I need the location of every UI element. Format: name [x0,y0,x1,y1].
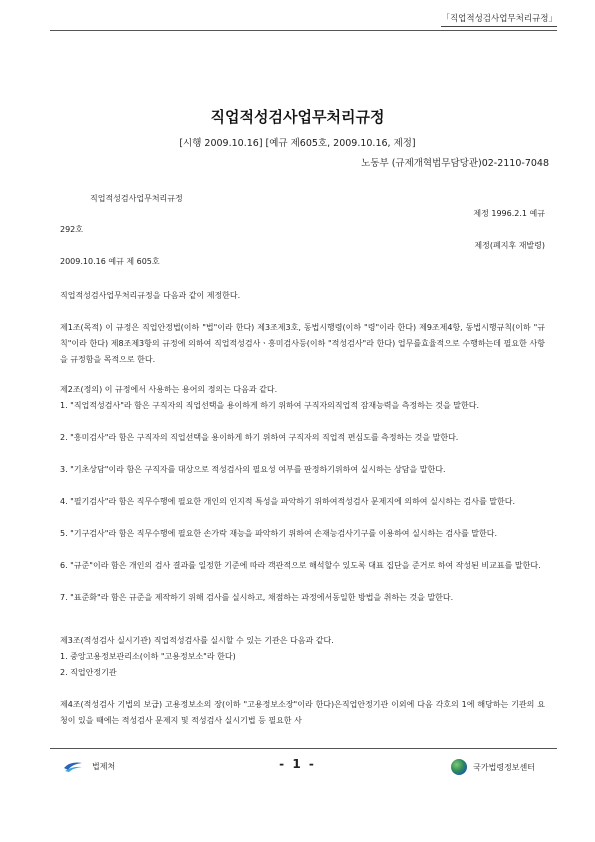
article-2-item: 3. "기초상담"이라 함은 구직자를 대상으로 적성검사의 필요성 여부를 판정하기위하여 실시하는 상담을 말한다. [60,465,446,474]
history-line-1: 제정 1996.2.1 예규 [473,209,545,218]
document-header-tag: 「직업적성검사업무처리규정」 [441,12,557,27]
enactment-info: [시행 2009.10.16] [예규 제605호, 2009.10.16, 제정] [179,138,416,149]
page-title: 직업적성검사업무처리규정 [210,108,385,126]
article-1: 제1조(목적) 이 규정은 직업안정법(이하 "법"이라 한다) 제3조제3호, 동법시행령(이하 "령"이라 한다) 제9조제4항, 동법시행규칙(이하 "규칙"이라 한다) 제8조제3항의 규정에 의하여 직업적성검사ㆍ흥미검사등(이하 "적성검사"라 한다) 업무를효율적으로 수행하는데 필요한 사항을 규정함을 목적으로 한다. [60,323,545,364]
article-2-item: 1. "직업적성검사"라 함은 구직자의 직업선택을 용이하게 하기 위하여 구직자의직업적 잠재능력을 측정하는 것을 말한다. [60,401,479,410]
page-number: - 1 - [279,757,316,771]
history-line-4: 2009.10.16 예규 제 605호 [60,257,160,266]
article-3-item: 2. 직업안정기관 [60,668,117,677]
article-2-item: 4. "필기검사"라 함은 직무수행에 필요한 개인의 인지적 특성을 파악하기 위하여적성검사 문제지에 의하여 실시하는 검사를 말한다. [60,497,515,506]
footer-right-label: 국가법령정보센터 [473,762,535,772]
footer-right [451,759,535,775]
article-3-title: 제3조(적성검사 실시기관) 직업적성검사를 실시할 수 있는 기관은 다음과 같다. [60,636,334,645]
history-line-2: 292호 [60,225,83,234]
history-line-3: 제정(폐지후 재발령) [474,241,545,250]
article-2-item: 2. "흥미검사"라 함은 구직자의 직업선택을 용이하게 하기 위하여 구직자의 직업적 편심도를 측정하는 것을 말한다. [60,433,459,442]
ministry-contact: 노동부 (규제개혁법무담당관)02-2110-7048 [361,158,549,169]
article-3-item: 1. 중앙고용정보관리소(이하 "고용정보소"라 한다) [60,652,236,661]
footer-left-label: 법제처 [92,761,116,771]
article-4: 제4조(적성검사 기법의 보급) 고용정보소의 장(이하 "고용정보소장"이라 한다)은직업안정기관 이외에 다음 각호의 1에 해당하는 기관의 요청이 있을 때에는 적성검사 문제지 및 적성검사 실시기법 등 필요한 사 [60,700,545,725]
article-2-item: 6. "규준"이라 함은 개인의 검사 결과를 일정한 기준에 따라 객관적으로 해석할수 있도록 대표 집단을 준거로 하여 작성된 비교표를 말한다. [60,561,541,570]
article-2-item: 5. "기구검사"라 함은 직무수행에 필요한 손가락 재능을 파악하기 위하여 손재능검사기구를 이용하여 실시하는 검사를 말한다. [60,529,497,538]
footer-rule [50,748,557,749]
article-2-item: 7. "표준화"라 함은 규준을 제작하기 위해 검사를 실시하고, 채점하는 과정에서동일한 방법을 취하는 것을 말한다. [60,593,454,602]
intro-paragraph: 직업적성검사업무처리규정을 다음과 같이 제정한다. [60,291,241,300]
law-center-globe-icon [451,759,467,775]
article-2-title: 제2조(정의) 이 규정에서 사용하는 용어의 정의는 다음과 같다. [60,385,278,394]
regulation-name-line: 직업적성검사업무처리규정 [90,194,183,203]
header-rule [50,30,557,31]
